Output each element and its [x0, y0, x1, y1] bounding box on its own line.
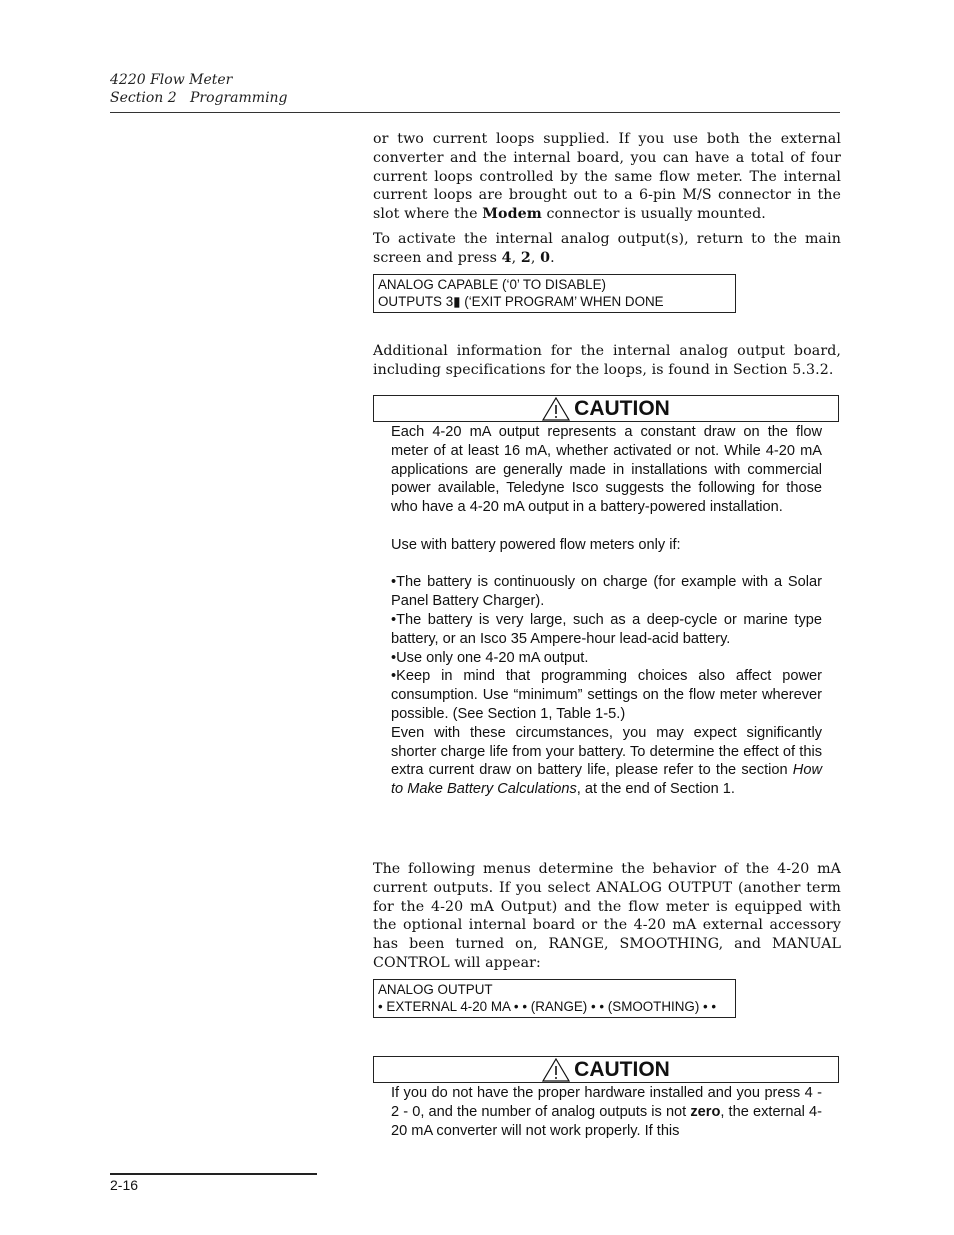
warning-triangle-icon: [542, 397, 570, 421]
caution-body: [391, 423, 822, 799]
paragraph-loops: [373, 130, 841, 224]
caution-label: CAUTION: [574, 396, 670, 420]
battery-calc-reference: How to Make Battery Calculations: [391, 762, 822, 798]
caution-bullet: •The battery is very large, such as a deep-cycle or marine type battery, or an Isco 35 Ampere-hour lead-acid battery.: [391, 611, 822, 647]
screen-line: • EXTERNAL 4-20 MA • • (RANGE) • • (SMOOTHING) • •: [378, 999, 717, 1014]
zero-term: zero: [690, 1103, 721, 1120]
page-number: 2-16: [110, 1177, 139, 1193]
caution-bullet: •The battery is continuously on charge (for example with a Solar Panel Battery Charger).: [391, 574, 822, 610]
analog-output-screen: [373, 979, 736, 1018]
footer-rule: [110, 1173, 317, 1175]
caution-bullet: •Keep in mind that programming choices also affect power consumption. Use “minimum” settings on the flow meter wherever possible. (See Section 1, Table 1-5.): [391, 668, 822, 722]
paragraph-menus: The following menus determine the behavior of the 4-20 mA current outputs. If you select ANALOG OUTPUT (another term for the 4-20 mA Output) and the flow meter is equipped with the optional internal board or the 4-20 mA external accessory has been turned on, RANGE, SMOOTHING, and MANUAL CONTROL will appear:: [373, 861, 841, 971]
key-4: 4: [501, 249, 512, 266]
caution-paragraph: Each 4-20 mA output represents a constant draw on the flow meter of at least 16 mA, whether activated or not. While 4-20 mA applications are generally made in installations with commercial power available, Teledyne Isco suggests the following for those who have a 4-20 mA output in a battery-powered installation.: [391, 424, 822, 516]
header-section: Section 2 Programming: [110, 90, 288, 106]
analog-capable-screen: [373, 274, 736, 313]
paragraph-activate-text: To activate the internal analog output(s), return to the main screen and press: [373, 231, 841, 266]
running-header: [110, 71, 288, 107]
caution-text: If you do not have the proper hardware installed and you press 4 - 2 - 0, and the number of analog outputs is not: [391, 1085, 822, 1120]
paragraph-loops-text: or two current loops supplied. If you use both the external converter and the internal board, you can have a total of four current loops controlled by the same flow meter. The internal current loops are brought out to a 6-pin M/S connector in the slot where the: [373, 131, 841, 223]
caution-paragraph: Use with battery powered flow meters only if:: [391, 536, 681, 553]
key-2: 2: [520, 249, 531, 266]
caution-text: , the external 4-20 mA converter will not work properly. If this: [391, 1103, 822, 1139]
key-0: 0: [540, 249, 551, 266]
screen-line: OUTPUTS 3▮ (‘EXIT PROGRAM’ WHEN DONE: [378, 294, 664, 309]
caution-banner: [373, 1056, 839, 1083]
paragraph-additional-info: Additional information for the internal analog output board, including specifications for the loops, is found in Section 5.3.2.: [373, 343, 841, 378]
caution-body: [391, 1084, 822, 1140]
caution-label: CAUTION: [574, 1057, 670, 1081]
header-rule: [110, 112, 840, 113]
warning-triangle-icon: [542, 1058, 570, 1082]
caution-paragraph: [391, 1084, 822, 1140]
modem-term: Modem: [482, 206, 542, 223]
caution-banner: [373, 395, 839, 422]
paragraph-loops-end: connector is usually mounted.: [541, 206, 766, 223]
caution-bullet: •Use only one 4-20 mA output.: [391, 649, 589, 666]
caution-text: , at the end of Section 1.: [576, 781, 735, 798]
header-title: 4220 Flow Meter: [110, 72, 233, 88]
screen-line: ANALOG OUTPUT: [378, 982, 493, 997]
caution-text: Even with these circumstances, you may expect significantly shorter charge life from your battery. To determine the effect of this extra current draw on battery life, please refer to the section: [391, 724, 822, 779]
screen-line: ANALOG CAPABLE (‘0’ TO DISABLE): [378, 277, 606, 292]
paragraph-activate: To activate the internal analog output(s), return to the main screen and press 4, 2, 0.: [373, 231, 841, 266]
caution-paragraph: [391, 724, 822, 799]
